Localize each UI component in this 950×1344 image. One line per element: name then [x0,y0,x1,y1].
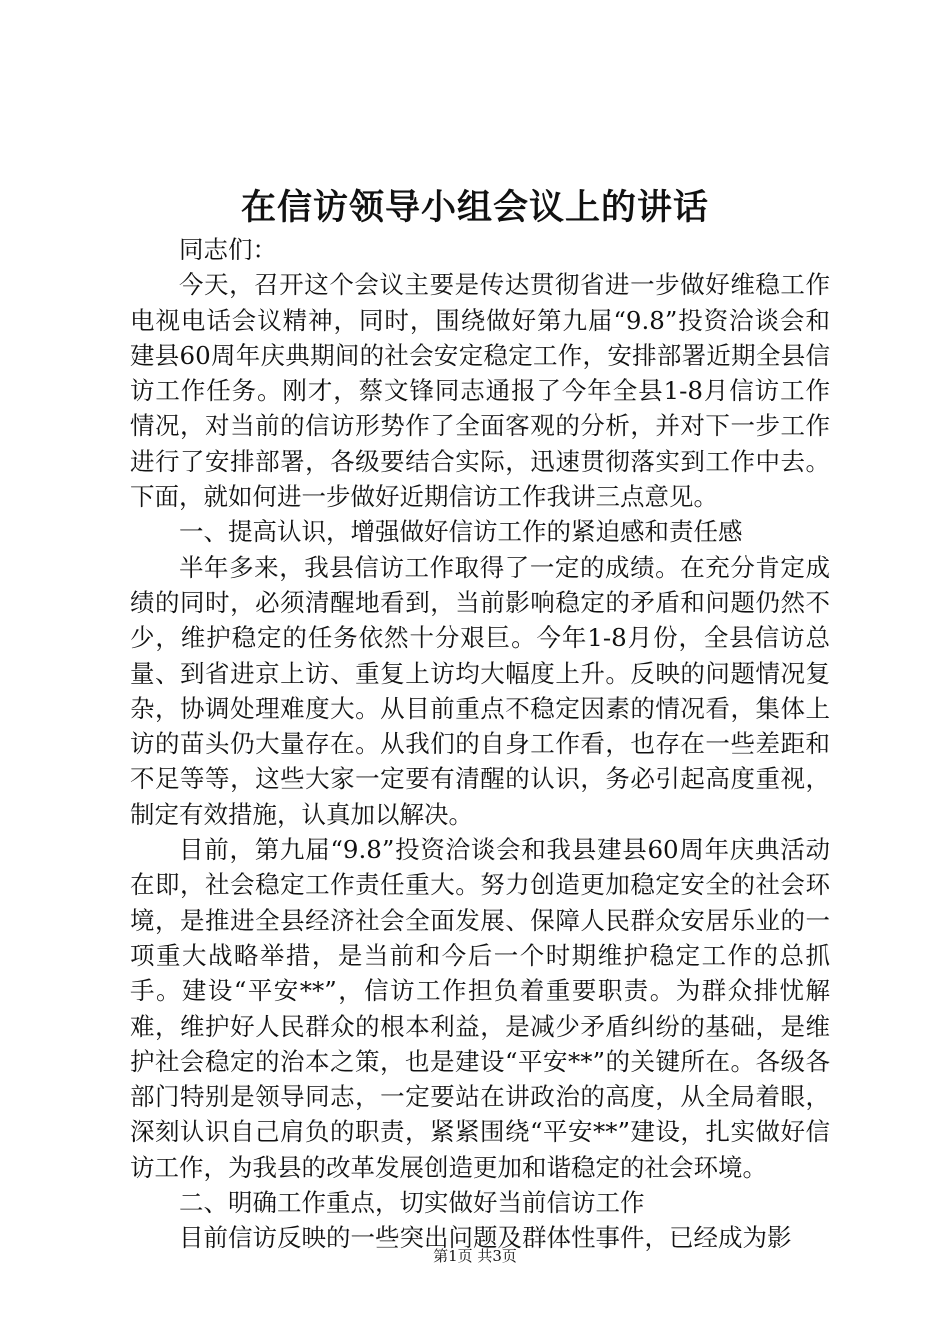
page-number: 第1页 共3页 [433,1247,517,1265]
paragraph-importance: 目前，第九届“9.8”投资洽谈会和我县建县60周年庆典活动在即，社会稳定工作责任重大。努力创造更加稳定安全的社会环境，是推进全县经济社会全面发展、保障人民群众安居乐业的一项重大战略举措，是当前和今后一个时期维护稳定工作的总抓手。建设“平安**”，信访工作担负着重要职责。为群众排忧解难，维护好人民群众的根本利益，是减少矛盾纠纷的基础，是维护社会稳定的治本之策，也是建设“平安**”的关键所在。各级各部门特别是领导同志，一定要站在讲政治的高度，从全局着眼，深刻认识自己肩负的职责，紧紧围绕“平安**”建设，扎实做好信访工作，为我县的改革发展创造更加和谐稳定的社会环境。 [130,835,830,1182]
section-heading-1: 一、提高认识，增强做好信访工作的紧迫感和责任感 [179,517,743,547]
document-title: 在信访领导小组会议上的讲话 [240,187,709,228]
section-heading-2: 二、明确工作重点，切实做好当前信访工作 [179,1188,645,1218]
paragraph-focus: 目前信访反映的一些突出问题及群体性事件，已经成为影 [179,1223,792,1253]
salutation: 同志们： [179,235,277,264]
paragraph-intro: 今天，召开这个会议主要是传达贯彻省进一步做好维稳工作电视电话会议精神，同时，围绕做好第九届“9.8”投资洽谈会和建县60周年庆典期间的社会安定稳定工作，安排部署近期全县信访工作任务。刚才，蔡文锋同志通报了今年全县1-8月信访工作情况，对当前的信访形势作了全面客观的分析，并对下一步工作进行了安排部署，各级要结合实际，迅速贯彻落实到工作中去。下面，就如何进一步做好近期信访工作我讲三点意见。 [130,270,830,512]
paragraph-situation: 半年多来，我县信访工作取得了一定的成绩。在充分肯定成绩的同时，必须清醒地看到，当前影响稳定的矛盾和问题仍然不少，维护稳定的任务依然十分艰巨。今年1-8月份，全县信访总量、到省进京上访、重复上访均大幅度上升。反映的问题情况复杂，协调处理难度大。从目前重点不稳定因素的情况看，集体上访的苗头仍大量存在。从我们的自身工作看，也存在一些差距和不足等等，这些大家一定要有清醒的认识，务必引起高度重视，制定有效措施，认真加以解决。 [130,552,830,829]
document-body [130,232,830,1256]
